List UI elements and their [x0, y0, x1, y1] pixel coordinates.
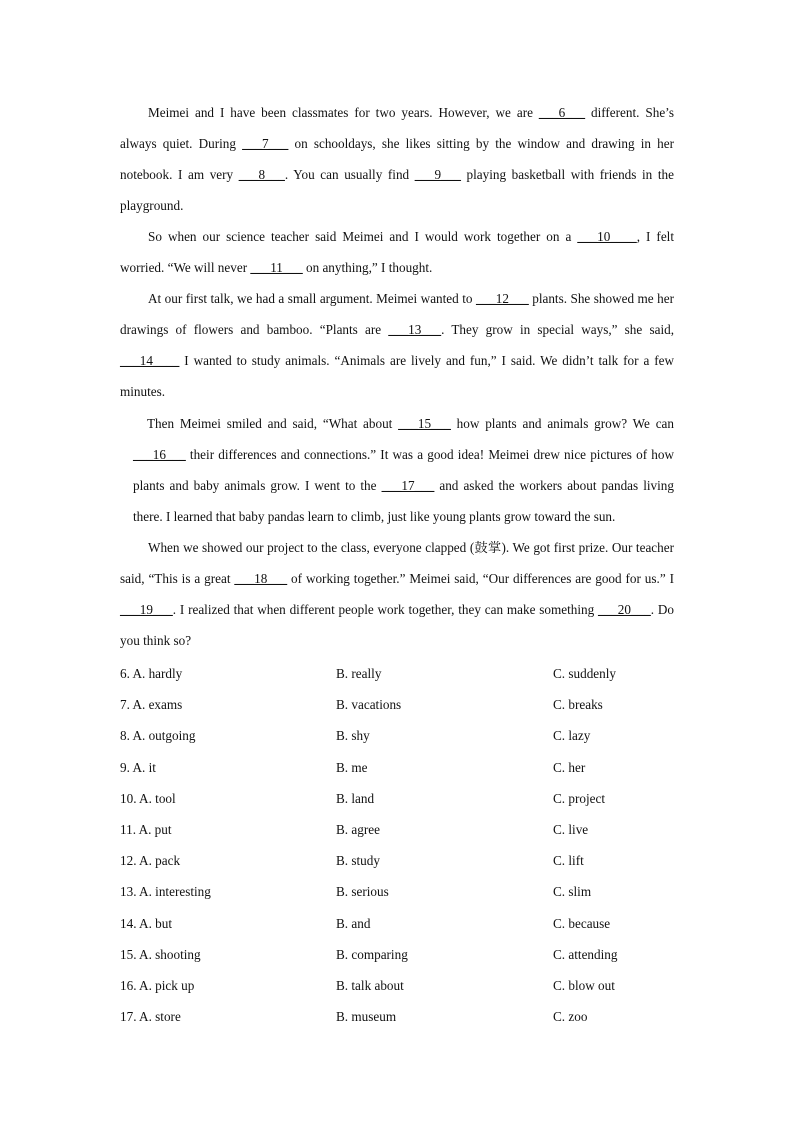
- option-c: C. lift: [553, 853, 584, 869]
- passage-text: . I realized that when different people work together, they can make something: [172, 602, 599, 617]
- option-c: C. project: [553, 790, 606, 806]
- passage-text: how plants and animals grow? We can: [450, 416, 674, 431]
- passage-paragraph-3: [120, 283, 674, 407]
- question-row: [120, 752, 680, 783]
- answer-blank: ___14____: [120, 353, 180, 368]
- question-row: [120, 908, 680, 939]
- answer-blank: ___17___: [381, 478, 435, 493]
- passage-text: . Do you think so?: [120, 602, 674, 648]
- answer-blank: ___20___: [598, 602, 651, 617]
- option-c: C. breaks: [553, 697, 603, 713]
- passage-text: playing basketball with friends in the playground.: [120, 167, 674, 213]
- passage-text: , I felt worried. “We will never: [120, 229, 675, 275]
- option-a: 7. A. exams: [120, 697, 183, 713]
- answer-options-list: [120, 658, 680, 1032]
- option-c: C. suddenly: [553, 666, 617, 681]
- option-a: 6. A. hardly: [120, 666, 183, 681]
- answer-blank: ___6___: [538, 105, 586, 120]
- question-row: [120, 689, 680, 720]
- option-c: C. lazy: [553, 728, 591, 744]
- option-b: B. land: [336, 790, 375, 806]
- passage-text: plants. She showed me her drawings of flowers and bamboo. “Plants are: [120, 291, 674, 337]
- passage-text: When we showed our project to the class, everyone clapped (鼓掌). We got first prize. Our teacher said, “This is a great: [120, 540, 674, 586]
- option-b: B. museum: [336, 1009, 397, 1025]
- answer-blank: ___16___: [133, 447, 186, 462]
- question-row: [120, 658, 680, 689]
- passage-text: . You can usually find: [284, 167, 415, 182]
- option-a: 8. A. outgoing: [120, 728, 196, 744]
- passage-text: their differences and connections.” It was a good idea! Meimei drew nice pictures of how plants and baby animals grow. I went to the: [133, 447, 674, 493]
- question-row: [120, 970, 680, 1001]
- option-b: B. shy: [336, 728, 370, 744]
- option-c: C. slim: [553, 884, 592, 900]
- passage-paragraph-2: [120, 221, 674, 283]
- question-row: [120, 1001, 680, 1032]
- option-b: B. comparing: [336, 946, 408, 962]
- answer-blank: ___18___: [234, 571, 288, 586]
- option-b: B. vacations: [336, 697, 402, 713]
- option-b: B. agree: [336, 821, 380, 837]
- option-a: 11. A. put: [120, 821, 172, 837]
- passage-text: . They grow in special ways,” she said,: [441, 322, 674, 337]
- option-b: B. and: [336, 915, 371, 931]
- passage-text: At our first talk, we had a small argument. Meimei wanted to: [148, 291, 476, 306]
- passage-text: I wanted to study animals. “Animals are lively and fun,” I said. We didn’t talk for a few minutes.: [120, 353, 674, 399]
- question-row: [120, 845, 680, 876]
- option-b: B. talk about: [336, 977, 404, 993]
- answer-blank: ___11___: [250, 260, 303, 275]
- option-c: C. zoo: [553, 1009, 588, 1025]
- question-row: [120, 876, 680, 907]
- passage-text: on schooldays, she likes sitting by the window and drawing in her notebook. I am very: [120, 136, 674, 182]
- answer-blank: ___7___: [242, 136, 289, 151]
- option-a: 15. A. shooting: [120, 946, 201, 962]
- option-c: C. live: [553, 821, 589, 837]
- passage-text: Then Meimei smiled and said, “What about: [147, 416, 399, 431]
- passage-text: on anything,” I thought.: [302, 260, 433, 275]
- answer-blank: ___13___: [388, 322, 442, 337]
- option-a: 14. A. but: [120, 915, 173, 931]
- question-row: [120, 783, 680, 814]
- answer-blank: ___9___: [414, 167, 461, 182]
- passage-text: Meimei and I have been classmates for two years. However, we are: [148, 105, 539, 120]
- option-c: C. blow out: [553, 977, 615, 993]
- question-row: [120, 939, 680, 970]
- passage-text: So when our science teacher said Meimei and I would work together on a: [148, 229, 578, 244]
- option-a: 9. A. it: [120, 759, 156, 775]
- answer-blank: ___8___: [238, 167, 285, 182]
- passage-text: of working together.” Meimei said, “Our differences are good for us.” I: [287, 571, 674, 586]
- option-b: B. serious: [336, 884, 389, 900]
- answer-blank: ___15___: [398, 416, 451, 431]
- passage-paragraph-5: [120, 532, 674, 656]
- answer-blank: ___19___: [120, 602, 173, 617]
- option-b: B. really: [336, 666, 382, 681]
- option-c: C. because: [553, 915, 611, 931]
- option-a: 17. A. store: [120, 1009, 181, 1025]
- option-b: B. study: [336, 853, 380, 869]
- option-b: B. me: [336, 759, 368, 775]
- option-c: C. attending: [553, 946, 618, 962]
- answer-blank: ___10____: [577, 229, 637, 244]
- passage-paragraph-1: [120, 97, 674, 221]
- option-a: 12. A. pack: [120, 853, 181, 869]
- question-row: [120, 720, 680, 751]
- option-a: 13. A. interesting: [120, 884, 211, 900]
- answer-blank: ___12___: [475, 291, 529, 306]
- passage-text: and asked the workers about pandas living there. I learned that baby pandas learn to climb, just like young plants grow toward the sun.: [133, 478, 674, 524]
- option-c: C. her: [553, 759, 586, 775]
- question-row: [120, 814, 680, 845]
- option-a: 16. A. pick up: [120, 977, 195, 993]
- option-a: 10. A. tool: [120, 790, 176, 806]
- passage-text: different. She’s always quiet. During: [120, 105, 674, 151]
- passage-paragraph-4: [133, 408, 674, 532]
